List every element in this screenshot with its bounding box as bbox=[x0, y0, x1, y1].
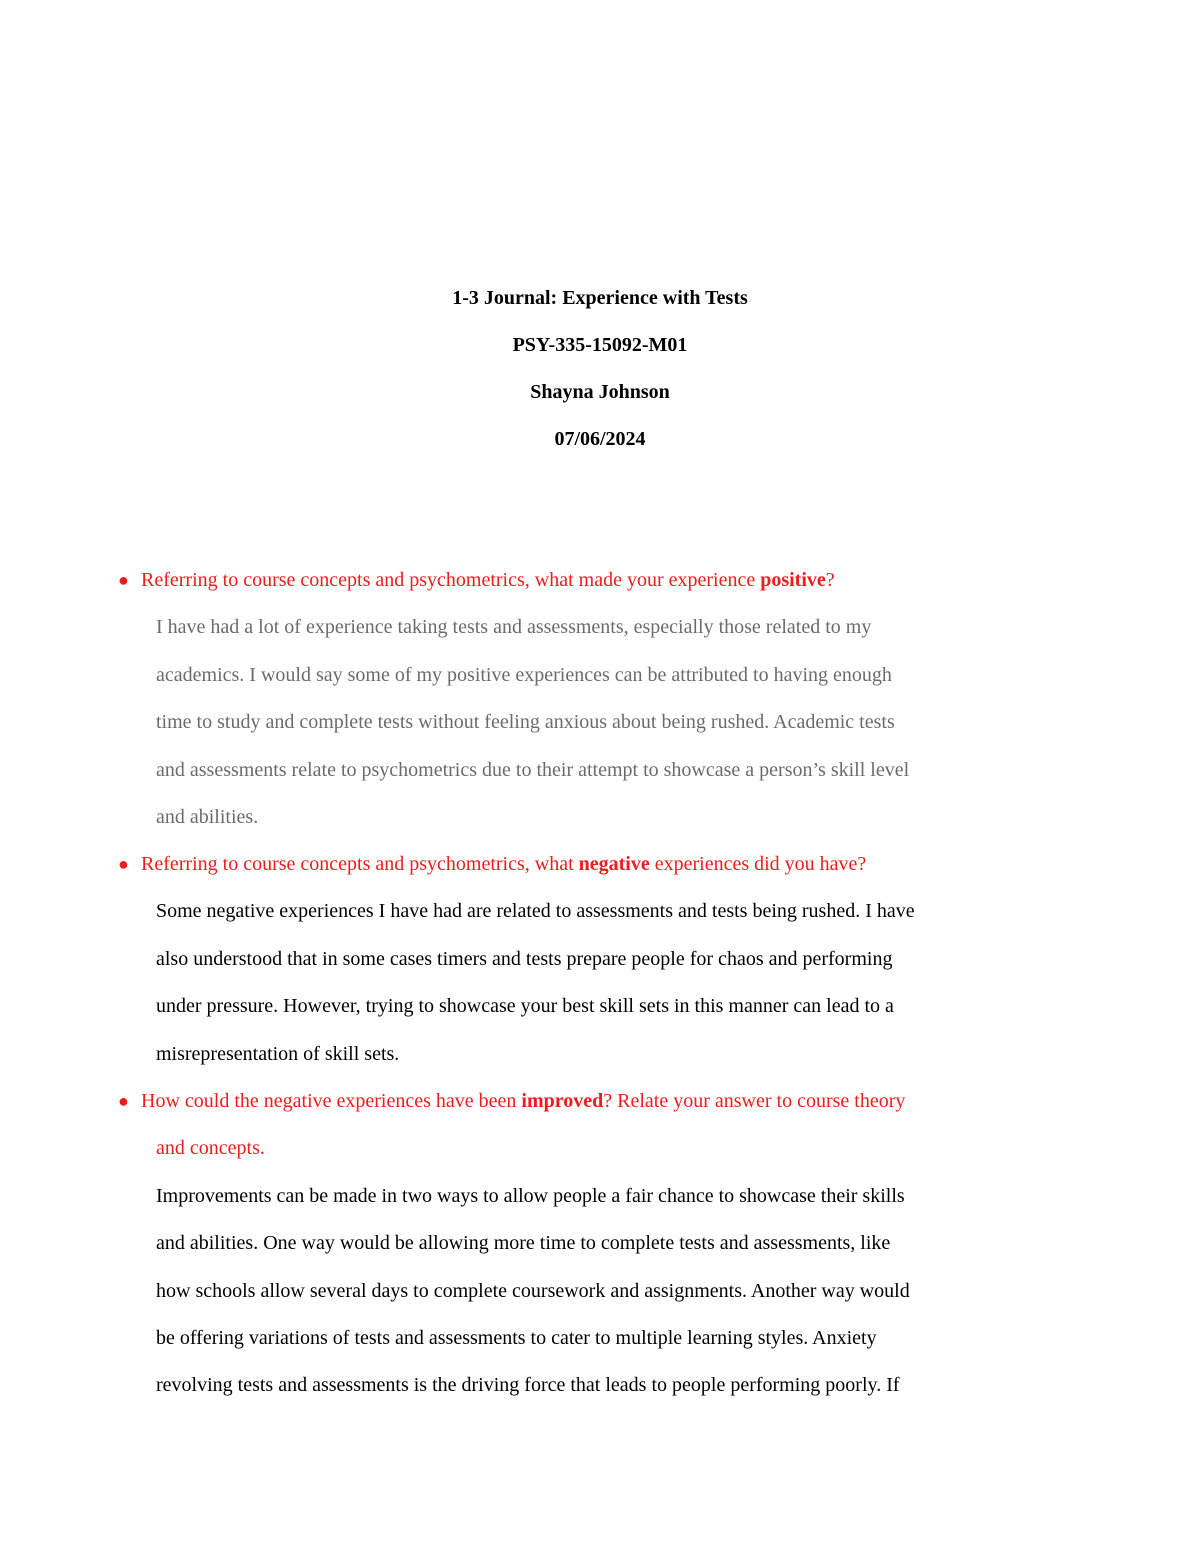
document-date: 07/06/2024 bbox=[554, 428, 646, 450]
answer-line: and abilities. One way would be allowing more time to complete tests and assessments, like bbox=[156, 1232, 891, 1255]
question-text-after: ? bbox=[825, 569, 835, 591]
question-text-after: experiences did you have? bbox=[649, 853, 867, 875]
question-keyword: improved bbox=[521, 1090, 604, 1112]
answer-line: time to study and complete tests without feeling anxious about being rushed. Academic tests bbox=[156, 711, 895, 734]
question-continuation: and concepts. bbox=[156, 1137, 265, 1160]
answer-line: and abilities. bbox=[156, 806, 259, 829]
answer-line: revolving tests and assessments is the driving force that leads to people performing poorly. If bbox=[156, 1374, 900, 1397]
answer-line: also understood that in some cases timers and tests prepare people for chaos and performing bbox=[156, 947, 893, 970]
bullet-icon: ● bbox=[118, 570, 129, 590]
document-title: 1-3 Journal: Experience with Tests bbox=[452, 287, 748, 309]
author-name: Shayna Johnson bbox=[530, 381, 670, 403]
question-keyword: negative bbox=[578, 853, 650, 875]
question-text-before: Referring to course concepts and psychometrics, what made your experience bbox=[141, 569, 761, 591]
course-code: PSY-335-15092-M01 bbox=[512, 334, 688, 356]
bullet-icon: ● bbox=[118, 854, 129, 874]
title-block bbox=[0, 281, 1200, 469]
answer-line: I have had a lot of experience taking tests and assessments, especially those related to my bbox=[156, 616, 872, 639]
answer-negative bbox=[0, 888, 1051, 1078]
answer-line: how schools allow several days to complete coursework and assignments. Another way would bbox=[156, 1279, 910, 1302]
bullet-icon: ● bbox=[118, 1091, 129, 1111]
question-text-before: Referring to course concepts and psychometrics, what bbox=[141, 853, 579, 875]
answer-line: be offering variations of tests and assessments to cater to multiple learning styles. Anxiety bbox=[156, 1327, 877, 1350]
question-text-after: ? Relate your answer to course theory bbox=[603, 1090, 906, 1112]
answer-line: and assessments relate to psychometrics due to their attempt to showcase a person’s skill level bbox=[156, 758, 910, 781]
answer-line: Some negative experiences I have had are related to assessments and tests being rushed. I have bbox=[156, 900, 915, 923]
answer-line: academics. I would say some of my positive experiences can be attributed to having enough bbox=[156, 663, 892, 686]
question-keyword: positive bbox=[760, 569, 826, 591]
question-text-before: How could the negative experiences have been bbox=[141, 1090, 522, 1112]
section-improved bbox=[0, 1078, 1200, 1410]
question-improved bbox=[0, 1078, 1061, 1173]
answer-improved bbox=[0, 1173, 1051, 1410]
answer-line: misrepresentation of skill sets. bbox=[156, 1042, 400, 1065]
answer-line: under pressure. However, trying to showcase your best skill sets in this manner can lead to a bbox=[156, 995, 894, 1018]
question-positive bbox=[0, 557, 1061, 604]
section-positive bbox=[0, 557, 1200, 841]
answer-positive bbox=[0, 604, 1051, 841]
section-negative bbox=[0, 841, 1200, 1078]
answer-line: Improvements can be made in two ways to allow people a fair chance to showcase their skills bbox=[156, 1184, 905, 1207]
question-negative bbox=[0, 841, 1061, 888]
